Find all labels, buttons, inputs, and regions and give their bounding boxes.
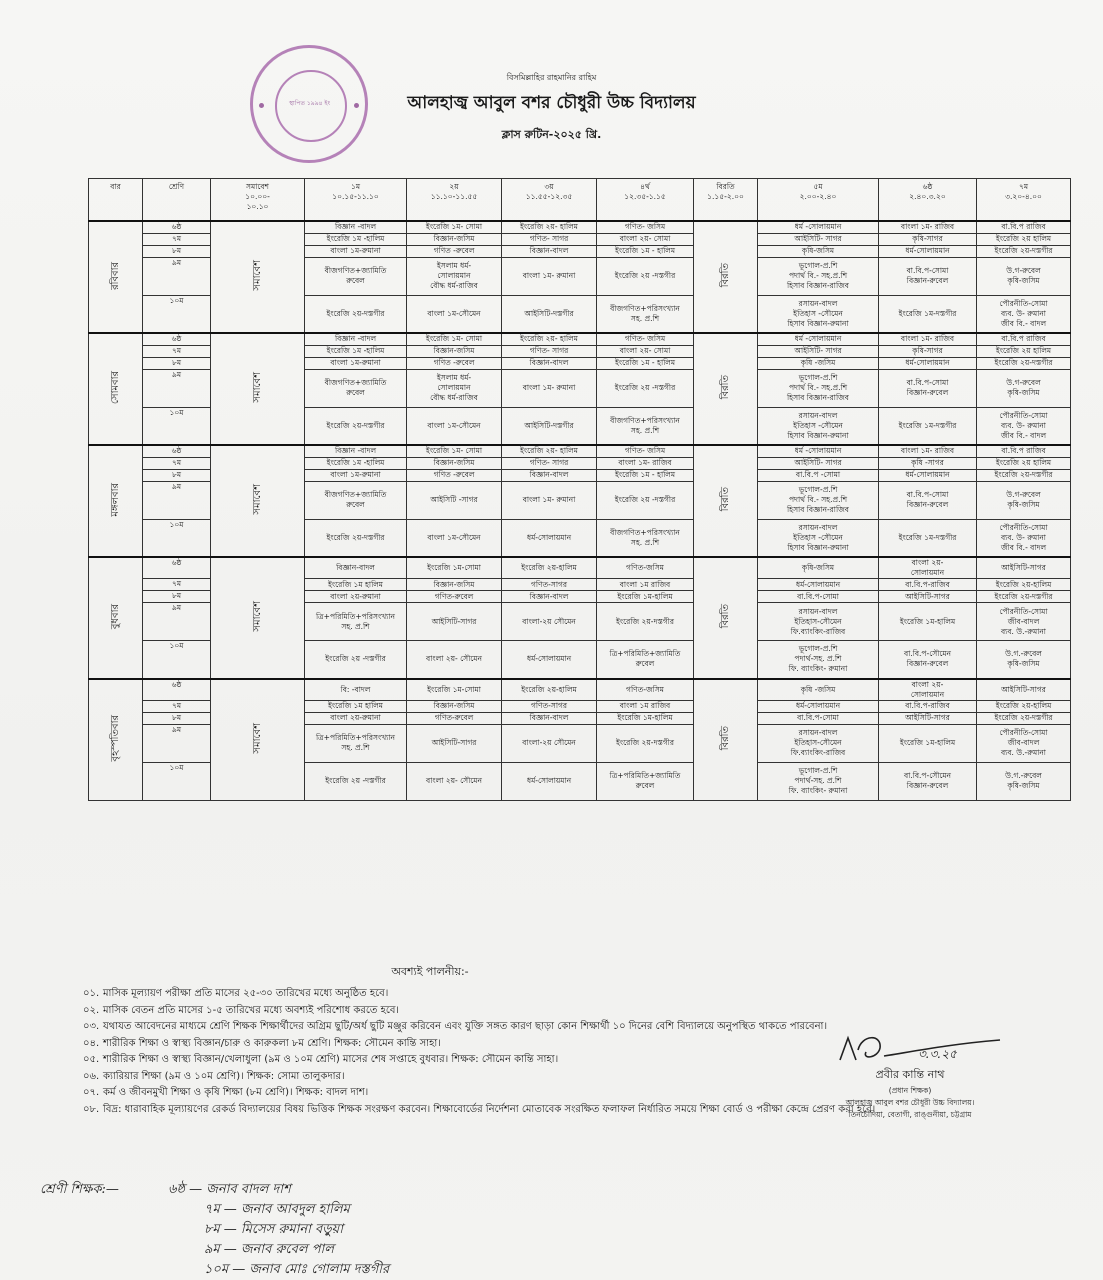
- period-cell: বিজ্ঞান -বাদল: [305, 445, 407, 457]
- period-cell: উ.গ.-রুবেল কৃষি-জসিম: [977, 762, 1071, 800]
- headmaster-designation: (প্রধান শিক্ষক): [888, 1086, 932, 1095]
- period-cell: বাংলা ১ম- রাজিব: [879, 445, 977, 457]
- assembly-label: সমাবেশ: [251, 600, 263, 632]
- period-cell: বা.বি.প-সৌমেন বিজ্ঞান-রুবেল: [879, 641, 977, 679]
- header-class: শ্রেণি: [143, 179, 211, 222]
- class-teacher-item: ৯ম — জনাব রুবেল পাল: [204, 1242, 334, 1257]
- notice-number: ০১.: [83, 988, 100, 999]
- period-cell: গণিত- জসিম: [597, 445, 694, 457]
- period-cell: বাংলা ১ম- রুমানা: [502, 369, 597, 407]
- period-cell: উ.গ-রুবেল কৃষি-জসিম: [977, 369, 1071, 407]
- school-name: আলহাজ্ব আবুল বশর চৌধুরী উচ্চ বিদ্যালয়: [407, 93, 696, 113]
- period-cell: কৃষি-সাগর: [879, 233, 977, 245]
- notice-number: ০৬.: [83, 1070, 100, 1082]
- period-cell: বিজ্ঞান-জসিম: [407, 233, 502, 245]
- period-cell: ইংরেজি ১ম - হালিম: [597, 357, 694, 369]
- period-cell: ইংরেজি ১ম-দস্তগীর: [879, 407, 977, 445]
- class-cell: ৯ম: [143, 481, 211, 519]
- class-cell: ৮ম: [143, 245, 211, 257]
- period-cell: ইংরেজি ১ম-দস্তগীর: [879, 519, 977, 557]
- period-cell: বা.বি.প-সোমা বিজ্ঞান-রুবেল: [879, 257, 977, 295]
- class-cell: ১০ম: [143, 762, 211, 800]
- period-cell: কৃষি -জসিম: [758, 357, 879, 369]
- routine-body: [89, 221, 1071, 800]
- period-cell: ইংরেজি ১ম - হালিম: [597, 469, 694, 481]
- period-cell: বাংলা ১ম- রাজিব: [879, 333, 977, 345]
- period-cell: রসায়ন-বাদল ইতিহাস -সৌমেন হিসাব বিজ্ঞান-রুমানা: [758, 519, 879, 557]
- period-cell: ত্রি+পরিমিতি+জ্যামিতি রুবেল: [597, 762, 694, 800]
- period-cell: বা.বি.প-রাজিব: [879, 579, 977, 591]
- period-cell: গণিত-রুবেল: [407, 712, 502, 724]
- period-cell: বা.বি.প-সৌমেন বিজ্ঞান-রুবেল: [879, 762, 977, 800]
- header-break: বিরতি ১.১৫-২.০০: [694, 179, 758, 222]
- class-cell: ৮ম: [143, 469, 211, 481]
- period-cell: বাংলা ২য়- সোলায়মান: [879, 557, 977, 579]
- period-cell: ভূগোল-প্র.শি পদার্থ-সহ. প্র.শি ফি. ব্যাংকিং- রুমানা: [758, 641, 879, 679]
- header-period-1: ১ম ১০.১৫-১১.১০: [305, 179, 407, 222]
- period-cell: ধর্ম-সোলায়মান: [879, 245, 977, 257]
- period-cell: বাংলা ১ম-সৌমেন: [407, 295, 502, 333]
- period-cell: ইংরেজি ১ম -হালিম: [305, 457, 407, 469]
- break-cell: [694, 679, 758, 801]
- period-cell: বাংলা ১ম-রুমানা: [305, 469, 407, 481]
- header-period-2: ২য় ১১.১০-১১.৫৫: [407, 179, 502, 222]
- period-cell: গণিত-জসিম: [597, 557, 694, 579]
- period-cell: ধর্ম-সোলায়মান: [502, 641, 597, 679]
- notice-item: [83, 1003, 1023, 1020]
- break-label: বিরতি: [719, 604, 731, 629]
- period-cell: বা.বি.প-সোমা: [758, 591, 879, 603]
- period-cell: ইংরেজি ২য় -দস্তগীর: [305, 762, 407, 800]
- class-cell: ৭ম: [143, 457, 211, 469]
- notice-text: কর্ম ও জীবনমুখী শিক্ষা ও কৃষি শিক্ষা (৮ম শ্রেণি)। শিক্ষক: বাদল দাশ।: [103, 1087, 369, 1098]
- break-cell: [694, 557, 758, 679]
- assembly-cell: [211, 679, 305, 801]
- notice-text: শারীরিক শিক্ষা ও স্বাস্থ্য বিজ্ঞান/চারু ও কারুকলা ৮ম শ্রেণি। শিক্ষক: সৌমেন কান্তি সাহা।: [103, 1037, 441, 1049]
- break-cell: [694, 445, 758, 557]
- class-cell: ৬ষ্ঠ: [143, 557, 211, 579]
- period-cell: ইংরেজি ১ম-হালিম: [879, 603, 977, 641]
- notice-item: [83, 986, 1023, 1003]
- period-cell: ইংরেজি ২য়-দস্তগীর: [305, 519, 407, 557]
- period-cell: ইংরেজি ২য় -দস্তগীর: [305, 641, 407, 679]
- class-cell: ১০ম: [143, 295, 211, 333]
- period-cell: ইংরেজি ১ম হালিম: [305, 579, 407, 591]
- period-cell: বাংলা ২য়- সোমা: [597, 345, 694, 357]
- period-cell: গণিত- সাগর: [502, 233, 597, 245]
- period-cell: বাংলা ১ম-সৌমেন: [407, 519, 502, 557]
- period-cell: আইসিটি-দস্তগীর: [502, 407, 597, 445]
- period-cell: গণিত-সাগর: [502, 700, 597, 712]
- period-cell: আইসিটি- সাগর: [758, 345, 879, 357]
- notice-number: ০৭.: [83, 1087, 100, 1098]
- notice-number: ০২.: [83, 1004, 100, 1016]
- assembly-label: সমাবেশ: [251, 372, 263, 403]
- period-cell: বা.বি.প রাজিব: [977, 333, 1071, 345]
- class-teacher-name: জনাব আবদুল হালিম: [240, 1202, 350, 1217]
- notice-number: ০৫.: [83, 1054, 100, 1065]
- period-cell: পৌরনীতি-সোমা ব্যব. উ- রুমানা জীব বি.- বাদল: [977, 519, 1071, 557]
- period-cell: গণিত -রুবেল: [407, 245, 502, 257]
- period-cell: ইংরেজি ২য় -দস্তগীর: [597, 481, 694, 519]
- class-teacher-name: জনাব রুবেল পাল: [240, 1242, 334, 1257]
- class-cell: ৮ম: [143, 357, 211, 369]
- notice-number: ০৪.: [83, 1037, 100, 1049]
- period-cell: উ.গ-রুবেল কৃষি-জসিম: [977, 481, 1071, 519]
- class-cell: ৯ম: [143, 724, 211, 762]
- period-cell: উ.গ.-রুবেল কৃষি-জসিম: [977, 641, 1071, 679]
- seal-text: স্থাপিত ১৯৯৪ ইং: [289, 100, 331, 107]
- period-cell: ইংরেজি ১ম- সোমা: [407, 221, 502, 233]
- period-cell: বি: -বাদল: [305, 679, 407, 701]
- class-cell: ১০ম: [143, 407, 211, 445]
- table-row: [89, 557, 1071, 579]
- period-cell: ইংরেজি ২য়-হালিম: [502, 557, 597, 579]
- period-cell: পৌরনীতি-সোমা জীব-বাদল ব্যব. উ.-রুমানা: [977, 603, 1071, 641]
- class-cell: ৯ম: [143, 257, 211, 295]
- class-cell: ৯ম: [143, 369, 211, 407]
- notice-number: ০৩.: [83, 1021, 100, 1032]
- assembly-cell: [211, 221, 305, 333]
- period-cell: আইসিটি- সাগর: [758, 457, 879, 469]
- header-assembly: সমাবেশ ১০.০০- ১০.১০: [211, 179, 305, 222]
- period-cell: বাংলা ১ম- রাজিব: [597, 457, 694, 469]
- day-name: মঙ্গলবার: [109, 482, 121, 517]
- period-cell: ভূগোল-প্র.শি পদার্থ-সহ. প্র.শি ফি. ব্যাংকিং- রুমানা: [758, 762, 879, 800]
- class-teacher-class: ৮ম: [204, 1222, 220, 1237]
- period-cell: ইংরেজি ২য় হালিম: [977, 345, 1071, 357]
- assembly-label: সমাবেশ: [251, 484, 263, 515]
- period-cell: বাংলা ২য়-রুমানা: [305, 591, 407, 603]
- header-period-4: ৪র্থ ১২.৩৫-১.১৫: [597, 179, 694, 222]
- period-cell: গণিত- জসিম: [597, 333, 694, 345]
- period-cell: বীজগণিত+পরিসংখ্যান সহ. প্র.শি: [597, 295, 694, 333]
- period-cell: ধর্ম -সোলায়মান: [758, 221, 879, 233]
- period-cell: ইংরেজি ২য়- হালিম: [502, 221, 597, 233]
- day-cell: [89, 221, 143, 333]
- period-cell: ইংরেজি ১ম -হালিম: [305, 233, 407, 245]
- period-cell: ধর্ম -সোলায়মান: [758, 333, 879, 345]
- period-cell: আইসিটি-সাগর: [407, 724, 502, 762]
- class-teacher-class: ৬ষ্ঠ: [168, 1182, 185, 1197]
- handwritten-signature: [800, 1030, 1020, 1066]
- class-teacher-name: জনাব মোঃ গোলাম দস্তগীর: [249, 1262, 390, 1277]
- notice-text: বিদ্র: ধারাবাহিক মূল্যায়ণের রেকর্ড বিদ্যালয়ের বিষয় ভিত্তিক শিক্ষক সংরক্ষণ করবেন। শিক্ষাবোর্ডের নির্দেশনা মোতাবেক সংরক্ষিত ফলাফল নির্ধারিত সময়ে শিক্ষা বোর্ড ও পরীক্ষা কেন্দ্রে প্রেরণ করা হবে।: [103, 1103, 876, 1115]
- class-teacher-class: ৯ম: [204, 1242, 220, 1257]
- period-cell: বাংলা ২য়- সৌমেন: [407, 762, 502, 800]
- period-cell: বাংলা ১ম-রুমানা: [305, 357, 407, 369]
- break-label: বিরতি: [719, 263, 731, 288]
- assembly-cell: [211, 445, 305, 557]
- class-teacher-name: জনাব বাদল দাশ: [206, 1182, 291, 1197]
- class-cell: ৬ষ্ঠ: [143, 445, 211, 457]
- class-cell: ৭ম: [143, 579, 211, 591]
- table-row: [89, 445, 1071, 457]
- class-cell: ৬ষ্ঠ: [143, 221, 211, 233]
- notice-text: মাসিক মূল্যায়ণ পরীক্ষা প্রতি মাসের ২৫-৩০ তারিখের মধ্যে অনুষ্ঠিত হবে।: [103, 988, 389, 999]
- period-cell: ইংরেজি ২য়- হালিম: [502, 445, 597, 457]
- period-cell: ইংরেজি ২য়-হালিম: [502, 679, 597, 701]
- period-cell: বাংলা ১ম-রুমানা: [305, 245, 407, 257]
- period-cell: ইংরেজি ২য় -দস্তগীর: [597, 257, 694, 295]
- signature-school-name: আলহাজ্ব আবুল বশর চৌধুরী উচ্চ বিদ্যালয়।: [845, 1098, 975, 1107]
- period-cell: ইংরেজি ২য়-দস্তগীর: [305, 407, 407, 445]
- assembly-label: সমাবেশ: [251, 260, 263, 291]
- class-teacher-item: ৭ম — জনাব আবদুল হালিম: [204, 1202, 350, 1217]
- class-teacher-name: মিসেস রুমানা বড়ুয়া: [240, 1222, 343, 1237]
- table-row: [89, 333, 1071, 345]
- period-cell: বাংলা ২য়- সৌমেন: [407, 641, 502, 679]
- period-cell: আইসিটি-সাগর: [407, 603, 502, 641]
- period-cell: ইংরেজি ২য়- হালিম: [502, 333, 597, 345]
- period-cell: ত্রি+পরিমিতি+পরিসংখ্যান সহ. প্র.শি: [305, 724, 407, 762]
- break-cell: [694, 333, 758, 445]
- class-cell: ৭ম: [143, 233, 211, 245]
- period-cell: আইসিটি-সাগর: [879, 712, 977, 724]
- period-cell: বীজগণিত+পরিসংখ্যান সহ. প্র.শি: [597, 407, 694, 445]
- day-name: বুধবার: [109, 603, 121, 629]
- break-label: বিরতি: [719, 487, 731, 512]
- period-cell: গণিত- সাগর: [502, 457, 597, 469]
- period-cell: বিজ্ঞান-বাদল: [502, 245, 597, 257]
- period-cell: বীজগণিত+জ্যামিতি রুবেল: [305, 481, 407, 519]
- notice-text: যথাযত আবেদনের মাধ্যমে শ্রেণি শিক্ষক শিক্ষার্থীদের অগ্রিম ছুটি/অর্ধ ছুটি মঞ্জুর করিবেন এবং যুক্তি সঙ্গত কারণ ছাড়া কোন শিক্ষার্থী ১০ দিনের বেশি বিদ্যালয়ে অনুপস্থিত থাকতে পারবেনা।: [103, 1021, 828, 1032]
- day-cell: [89, 679, 143, 801]
- period-cell: ইংরেজি ২য়-দস্তগীর: [597, 724, 694, 762]
- class-teachers-label: শ্রেণী শিক্ষক:—: [40, 1182, 119, 1197]
- period-cell: বিজ্ঞান-বাদল: [502, 712, 597, 724]
- period-cell: ধর্ম -সোলায়মান: [758, 445, 879, 457]
- period-cell: ধর্ম-সোলায়মান: [502, 762, 597, 800]
- period-cell: বাংলা ২য়-রুমানা: [305, 712, 407, 724]
- period-cell: ইংরেজি ২য় হালিম: [977, 457, 1071, 469]
- signature-address: তিনচৌদিয়া, বেতাগী, রাঙ্গুনীয়া, চট্টগ্রাম: [848, 1110, 972, 1119]
- period-cell: ইংরেজি ২য়-দস্তগীর: [977, 591, 1071, 603]
- period-cell: ভূগোল-প্র.শি পদার্থ বি.- সহ.প্র.শি হিসাব বিজ্ঞান-রাজিব: [758, 481, 879, 519]
- header-period-6: ৬ষ্ঠ ২.৪০.৩.২০: [879, 179, 977, 222]
- period-cell: ইংরেজি ২য়-দস্তগীর: [305, 295, 407, 333]
- period-cell: আইসিটি -সাগর: [407, 481, 502, 519]
- period-cell: বিজ্ঞান-জসিম: [407, 700, 502, 712]
- period-cell: আইসিটি-সাগর: [977, 679, 1071, 701]
- period-cell: ইংরেজি ১ম -হালিম: [305, 345, 407, 357]
- period-cell: ইংরেজি ২য়-দস্তগীর: [977, 245, 1071, 257]
- period-cell: ইংরেজি ১ম-হালিম: [597, 591, 694, 603]
- period-cell: কৃষি-সাগর: [879, 345, 977, 357]
- period-cell: আইসিটি- সাগর: [758, 233, 879, 245]
- period-cell: গণিত -রুবেল: [407, 469, 502, 481]
- period-cell: বাংলা-২য় সৌমেন: [502, 724, 597, 762]
- period-cell: গণিত-রুবেল: [407, 591, 502, 603]
- period-cell: বিজ্ঞান-বাদল: [305, 557, 407, 579]
- period-cell: বিজ্ঞান-জসিম: [407, 457, 502, 469]
- bismillah: বিসমিল্লাহির রাহমানির রাহিম: [506, 73, 597, 82]
- period-cell: ইংরেজি ২য় -দস্তগীর: [597, 369, 694, 407]
- period-cell: বাংলা ২য়- সোমা: [597, 233, 694, 245]
- period-cell: বাংলা ১ম রাজিব: [597, 579, 694, 591]
- period-cell: বীজগণিত+জ্যামিতি রুবেল: [305, 257, 407, 295]
- period-cell: রসায়ন-বাদল ইতিহাস -সৌমেন হিসাব বিজ্ঞান-রুমানা: [758, 407, 879, 445]
- period-cell: ইংরেজি ২য়-দস্তগীর: [977, 357, 1071, 369]
- period-cell: আইসিটি-সাগর: [879, 591, 977, 603]
- day-cell: [89, 333, 143, 445]
- day-name: বৃহস্পতিবার: [109, 714, 121, 762]
- assembly-cell: [211, 333, 305, 445]
- class-cell: ৬ষ্ঠ: [143, 333, 211, 345]
- notice-text: মাসিক বেতন প্রতি মাসের ১-৫ তারিখের মধ্যে অবশ্যই পরিশোধ করতে হবে।: [103, 1004, 399, 1016]
- period-cell: ত্রি+পরিমিতি+জ্যামিতি রুবেল: [597, 641, 694, 679]
- period-cell: ইংরেজি ২য়-দস্তগীর: [597, 603, 694, 641]
- table-header-row: [89, 179, 1071, 222]
- class-teacher-class: ১০ম: [204, 1262, 229, 1277]
- header-day: বার: [89, 179, 143, 222]
- period-cell: বিজ্ঞান-বাদল: [502, 591, 597, 603]
- period-cell: বা.বি.প-রাজিব: [879, 700, 977, 712]
- class-cell: ৯ম: [143, 603, 211, 641]
- class-teachers-list: [168, 1180, 389, 1280]
- class-teacher-item: ৮ম — মিসেস রুমানা বড়ুয়া: [204, 1222, 343, 1237]
- class-teacher-item: ১০ম — জনাব মোঃ গোলাম দস্তগীর: [204, 1262, 390, 1277]
- period-cell: বিজ্ঞান -বাদল: [305, 333, 407, 345]
- period-cell: পৌরনীতি-সোমা জীব-বাদল ব্যব. উ.-রুমানা: [977, 724, 1071, 762]
- period-cell: উ.গ-রুবেল কৃষি-জসিম: [977, 257, 1071, 295]
- period-cell: আইসিটি-দস্তগীর: [502, 295, 597, 333]
- period-cell: ইংরেজি ১ম-হালিম: [879, 724, 977, 762]
- period-cell: বাংলা-২য় সৌমেন: [502, 603, 597, 641]
- period-cell: রসায়ন-বাদল ইতিহাস -সৌমেন হিসাব বিজ্ঞান-রুমানা: [758, 295, 879, 333]
- period-cell: ইংরেজি ২য়-দস্তগীর: [977, 469, 1071, 481]
- period-cell: বিজ্ঞান-বাদল: [502, 469, 597, 481]
- header-period-7: ৭ম ৩.২০-৪.০০: [977, 179, 1071, 222]
- period-cell: ইংরেজি ২য়-দস্তগীর: [977, 712, 1071, 724]
- period-cell: ভূগোল-প্র.শি পদার্থ বি.- সহ.প্র.শি হিসাব বিজ্ঞান-রাজিব: [758, 257, 879, 295]
- period-cell: ইংরেজি ১ম- সোমা: [407, 333, 502, 345]
- period-cell: ইংরেজি ১ম-সোমা: [407, 679, 502, 701]
- header-period-3: ৩য় ১১.৫৫-১২.৩৫: [502, 179, 597, 222]
- period-cell: রসায়ন-বাদল ইতিহাস-সৌমেন ফি.ব্যাংকিং-রাজিব: [758, 724, 879, 762]
- period-cell: বিজ্ঞান-বাদল: [502, 357, 597, 369]
- class-teacher-item: ৬ষ্ঠ — জনাব বাদল দাশ: [168, 1182, 291, 1197]
- period-cell: বাংলা ১ম রাজিব: [597, 700, 694, 712]
- period-cell: বা.বি.প রাজিব: [977, 445, 1071, 457]
- period-cell: পৌরনীতি-সোমা ব্যব. উ- রুমানা জীব বি.- বাদল: [977, 295, 1071, 333]
- headmaster-signature-block: [800, 1030, 1020, 1121]
- break-label: বিরতি: [719, 725, 731, 751]
- period-cell: ইংরেজি ১ম - হালিম: [597, 245, 694, 257]
- period-cell: বাংলা ১ম- রাজিব: [879, 221, 977, 233]
- period-cell: বাংলা ১ম- রুমানা: [502, 481, 597, 519]
- headmaster-name: প্রবীর কান্তি নাথ: [875, 1068, 945, 1081]
- period-cell: ত্রি+পরিমিতি+পরিসংখ্যান সহ. প্র.শি: [305, 603, 407, 641]
- header-period-5: ৫ম ২.০০-২.৪০: [758, 179, 879, 222]
- notice-text: ক্যারিয়ার শিক্ষা (৯ম ও ১০ম শ্রেণি)। শিক্ষক: সোমা তালুকদার।: [103, 1070, 345, 1082]
- notice-title: অবশ্যই পালনীয়:-: [391, 965, 469, 978]
- period-cell: ধর্ম-সোলায়মান: [502, 519, 597, 557]
- period-cell: ইসলাম ধর্ম- সোলায়মান বৌদ্ধ ধর্ম-রাজিব: [407, 257, 502, 295]
- period-cell: কৃষি -জসিম: [758, 679, 879, 701]
- class-cell: ৬ষ্ঠ: [143, 679, 211, 701]
- class-cell: ১০ম: [143, 519, 211, 557]
- period-cell: ইংরেজি ১ম হালিম: [305, 700, 407, 712]
- table-row: [89, 679, 1071, 701]
- period-cell: রসায়ন-বাদল ইতিহাস-সৌমেন ফি.ব্যাংকিং-রাজিব: [758, 603, 879, 641]
- period-cell: ধর্ম-সোলায়মান: [879, 357, 977, 369]
- period-cell: ইংরেজি ১ম-হালিম: [597, 712, 694, 724]
- period-cell: ধর্ম-সোলায়মান: [758, 579, 879, 591]
- period-cell: গণিত- সাগর: [502, 345, 597, 357]
- day-cell: [89, 445, 143, 557]
- class-cell: ১০ম: [143, 641, 211, 679]
- period-cell: কৃষি-জসিম: [758, 245, 879, 257]
- period-cell: বা.বি.প-সোমা বিজ্ঞান-রুবেল: [879, 481, 977, 519]
- period-cell: কৃষি -সাগর: [879, 457, 977, 469]
- day-name: সোমবার: [109, 370, 121, 405]
- assembly-label: সমাবেশ: [251, 722, 263, 754]
- period-cell: বিজ্ঞান-জসিম: [407, 579, 502, 591]
- period-cell: পৌরনীতি-সোমা ব্যব. উ- রুমানা জীব বি.- বাদল: [977, 407, 1071, 445]
- period-cell: বিজ্ঞান-জসিম: [407, 345, 502, 357]
- period-cell: ভূগোল-প্র.শি পদার্থ বি.- সহ.প্র.শি হিসাব বিজ্ঞান-রাজিব: [758, 369, 879, 407]
- period-cell: বা.বি.প -সোমা: [758, 469, 879, 481]
- period-cell: ইংরেজি ২য়-হালিম: [977, 700, 1071, 712]
- period-cell: বীজগণিত+পরিসংখ্যান সহ. প্র.শি: [597, 519, 694, 557]
- period-cell: বা.বি.প-সোমা বিজ্ঞান-রুবেল: [879, 369, 977, 407]
- routine-title: ক্লাস রুটিন-২০২৫ খ্রি.: [501, 128, 602, 141]
- period-cell: কৃষি-জসিম: [758, 557, 879, 579]
- signature-scribble-icon: [800, 1030, 1020, 1066]
- class-cell: ৮ম: [143, 712, 211, 724]
- assembly-cell: [211, 557, 305, 679]
- period-cell: ইংরেজি ১ম-দস্তগীর: [879, 295, 977, 333]
- signature-date: ৩.৩.২৫: [918, 1047, 957, 1061]
- period-cell: বা.বি.প রাজিব: [977, 221, 1071, 233]
- period-cell: গণিত-সাগর: [502, 579, 597, 591]
- period-cell: গণিত -রুবেল: [407, 357, 502, 369]
- day-name: রবিবার: [109, 261, 121, 290]
- day-cell: [89, 557, 143, 679]
- notice-text: শারীরিক শিক্ষা ও স্বাস্থ্য বিজ্ঞান/খেলাধুলা (৯ম ও ১০ম শ্রেণি) মাসের শেষ সপ্তাহে বুধবার। শিক্ষক: সৌমেন কান্তি সাহা।: [103, 1054, 559, 1065]
- period-cell: ইংরেজি ১ম-সোমা: [407, 557, 502, 579]
- period-cell: ইংরেজি ২য় হালিম: [977, 233, 1071, 245]
- period-cell: বাংলা ২য়- সোলায়মান: [879, 679, 977, 701]
- period-cell: বাংলা ১ম-সৌমেন: [407, 407, 502, 445]
- period-cell: বিজ্ঞান -বাদল: [305, 221, 407, 233]
- period-cell: ইসলাম ধর্ম- সোলায়মান বৌদ্ধ ধর্ম-রাজিব: [407, 369, 502, 407]
- break-label: বিরতি: [719, 375, 731, 400]
- period-cell: বীজগণিত+জ্যামিতি রুবেল: [305, 369, 407, 407]
- period-cell: বা.বি.প-সোমা: [758, 712, 879, 724]
- period-cell: গণিত-জসিম: [597, 679, 694, 701]
- notice-number: ০৮.: [83, 1103, 100, 1115]
- period-cell: ইংরেজি ১ম- সোমা: [407, 445, 502, 457]
- period-cell: গণিত- জসিম: [597, 221, 694, 233]
- period-cell: ধর্ম-সোলায়মান: [879, 469, 977, 481]
- period-cell: ধর্ম-সোলায়মান: [758, 700, 879, 712]
- class-routine-table: [88, 178, 1071, 801]
- table-row: [89, 221, 1071, 233]
- class-cell: ৭ম: [143, 345, 211, 357]
- period-cell: বাংলা ১ম- রুমানা: [502, 257, 597, 295]
- class-cell: ৮ম: [143, 591, 211, 603]
- class-cell: ৭ম: [143, 700, 211, 712]
- period-cell: আইসিটি-সাগর: [977, 557, 1071, 579]
- break-cell: [694, 221, 758, 333]
- class-teacher-class: ৭ম: [204, 1202, 220, 1217]
- period-cell: ইংরেজি ২য়-হালিম: [977, 579, 1071, 591]
